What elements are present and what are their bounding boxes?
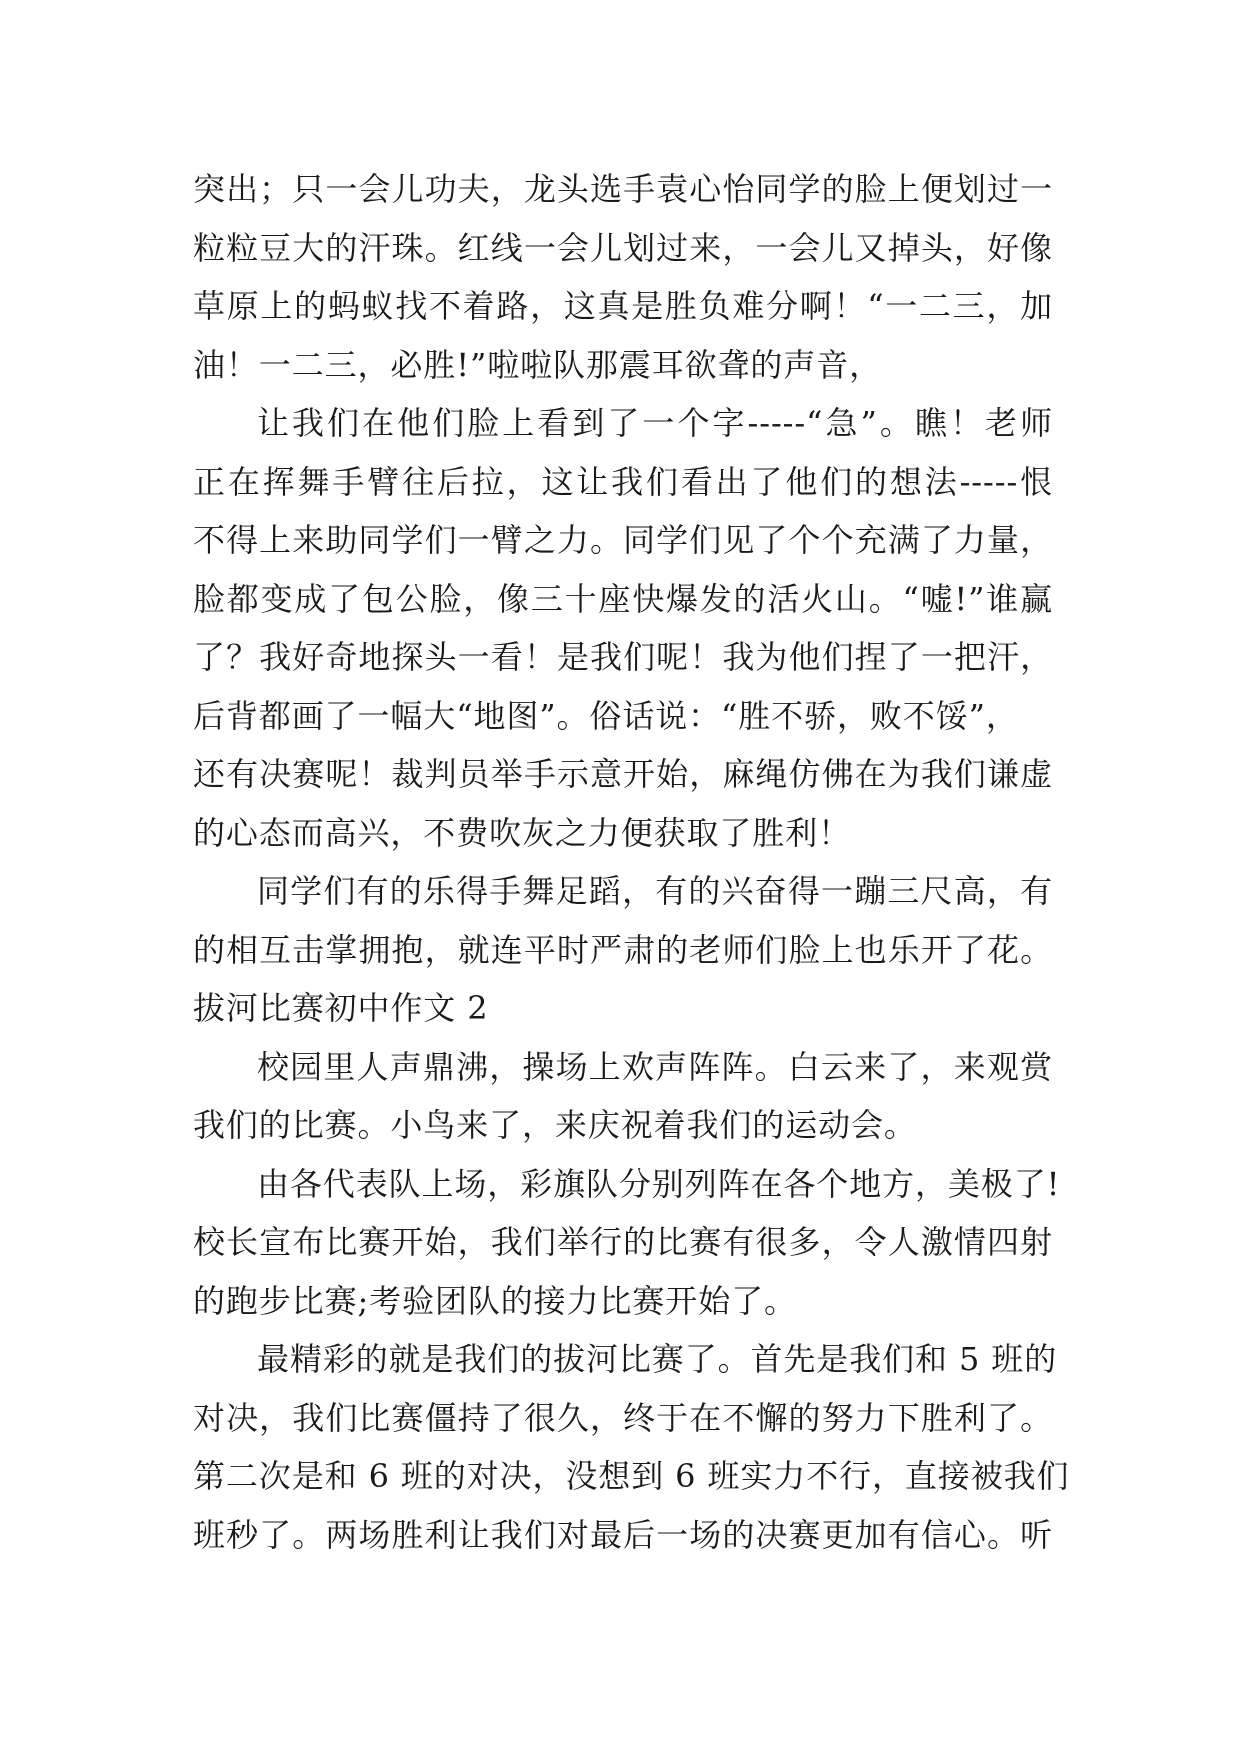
paragraph-first-line: 由各代表队上场，彩旗队分别列阵在各个地方，美极了!: [257, 1164, 1061, 1203]
text-line: 对决，我们比赛僵持了很久，终于在不懈的努力下胜利了。: [193, 1398, 1053, 1437]
text-line: 班秒了。两场胜利让我们对最后一场的决赛更加有信心。听: [193, 1515, 1053, 1554]
text-line: 突出；只一会儿功夫，龙头选手袁心怡同学的脸上便划过一: [193, 170, 1053, 208]
text-line: 油！一二三，必胜!”啦啦队那震耳欲聋的声音，: [193, 345, 883, 384]
text-line: 的相互击掌拥抱，就连平时严肃的老师们脸上也乐开了花。: [193, 930, 1053, 969]
text-line: 的心态而高兴，不费吹灰之力便获取了胜利！: [193, 813, 852, 852]
text-line: 脸都变成了包公脸，像三十座快爆发的活火山。“嘘!”谁赢: [193, 579, 1053, 618]
text-line: 不得上来助同学们一臂之力。同学们见了个个充满了力量，: [193, 521, 1053, 559]
text-line: 校长宣布比赛开始，我们举行的比赛有很多，令人激情四射: [193, 1223, 1053, 1261]
paragraph-first-line: 校园里人声鼎沸，操场上欢声阵阵。白云来了，来观赏: [257, 1047, 1053, 1086]
text-line: 拔河比赛初中作文 2: [193, 989, 489, 1027]
text-line: 第二次是和 6 班的对决，没想到 6 班实力不行，直接被我们: [193, 1457, 1070, 1495]
paragraph-first-line: 同学们有的乐得手舞足蹈，有的兴奋得一蹦三尺高，有: [257, 872, 1053, 910]
text-line: 后背都画了一幅大“地图”。俗话说：“胜不骄，败不馁”，: [193, 696, 1019, 735]
text-line: 正在挥舞手臂往后拉，这让我们看出了他们的想法-----恨: [193, 462, 1053, 501]
paragraph-first-line: 最精彩的就是我们的拔河比赛了。首先是我们和 5 班的: [257, 1340, 1058, 1378]
article-body: [193, 160, 1070, 1564]
text-line: 还有决赛呢！裁判员举手示意开始，麻绳仿佛在为我们谦虚: [193, 755, 1053, 793]
text-line: 粒粒豆大的汗珠。红线一会儿划过来，一会儿又掉头，好像: [193, 228, 1053, 267]
text-line: 草原上的蚂蚁找不着路，这真是胜负难分啊！“一二三，加: [193, 287, 1053, 325]
text-line: 我们的比赛。小鸟来了，来庆祝着我们的运动会。: [193, 1106, 917, 1144]
text-line: 了？我好奇地探头一看！是我们呢！我为他们捏了一把汗，: [193, 638, 1053, 676]
text-line: 的跑步比赛;考验团队的接力比赛开始了。: [193, 1281, 797, 1320]
paragraph-first-line: 让我们在他们脸上看到了一个字-----“急”。瞧！老师: [257, 404, 1053, 442]
